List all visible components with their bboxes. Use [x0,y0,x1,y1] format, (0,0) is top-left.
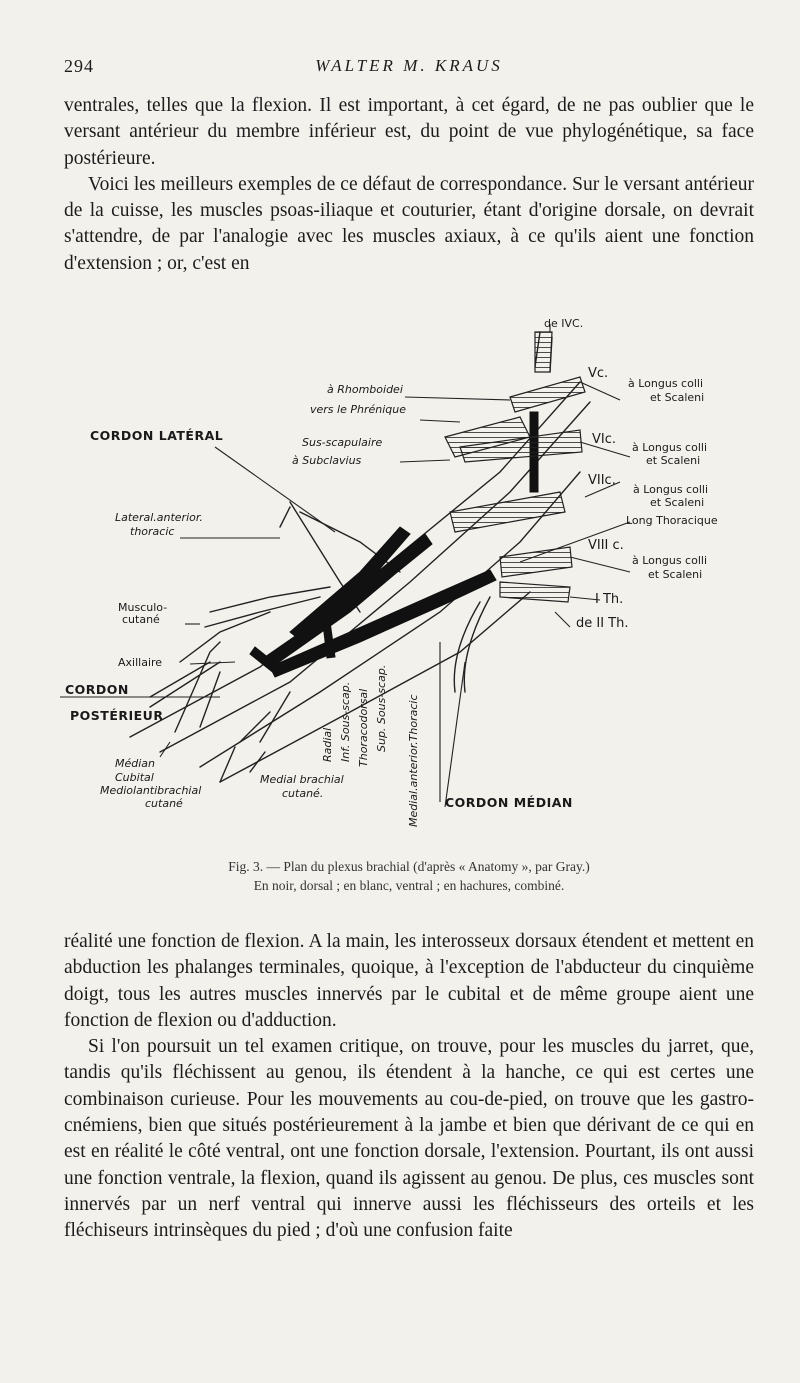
label-axillaire: Axillaire [118,656,163,669]
label-de-ivc: de IVC. [544,317,584,330]
label-musculo: Musculo- [118,601,168,614]
label-sus-scapulaire: Sus-scapulaire [302,436,383,449]
label-thoracodorsal: Thoracodorsal [357,688,370,767]
paragraph: Si l'on poursuit un tel examen critique, on trouve, pour les muscles du jarret, que, tandis qu'ils fléchissent au genou, ils étendent à la hanche, ce qui est certes une combinaison curieuse. Pour les mouvements au cou-de-pied, on trouve que les gastro-cnémiens, bien que situés postérieurement à la jambe et bien que dérivant de ce qui en est en réalité le côté ventral, ont une fonction dorsale, l'extension. Pourtant, ils ont aussi une fonction ventrale, la flexion, quand ils agissent au genou. De plus, ces muscles sont innervés par un nerf ventral qui innerve aussi les fléchisseurs des orteils et les fléchiseurs intrinsèques du pied ; d'où une confusion faite [64,1036,754,1242]
label-scaleni-1: et Scaleni [650,391,705,404]
label-vic: VIc. [592,432,617,447]
page-header [64,56,754,82]
label-cutane-3: cutané. [282,787,324,800]
label-de-iith: de II Th. [576,616,629,631]
body-text-top [64,93,754,277]
label-medial-brachial: Medial brachial [260,773,344,786]
label-cutane: cutané [122,613,160,626]
label-vers-le-phrenique: vers le Phrénique [310,403,406,416]
label-posterieur: POSTÉRIEUR [70,708,164,723]
label-median: Médian [115,757,156,770]
label-sup-sous-scap: Sup. Sous-scap. [375,664,388,752]
body-text-bottom [64,929,754,1245]
label-longus-1: à Longus colli [628,377,704,390]
label-mediolantibrachial: Mediolantibrachial [100,784,202,797]
running-title: WALTER M. KRAUS [315,56,503,75]
label-scaleni-4: et Scaleni [648,568,703,581]
plexus-drawing [60,312,750,842]
label-long-thoracique: Long Thoracique [626,514,718,527]
label-cutane-2: cutané [145,797,183,810]
label-cordon-lateral: CORDON LATÉRAL [90,428,224,443]
label-medial-anterior-thoracic: Medial.anterior.Thoracic [407,694,420,827]
label-lateral-anterior: Lateral.anterior. [115,511,203,524]
figure-caption [64,857,754,895]
label-viiic: VIII c. [588,538,624,553]
label-subclavius: à Subclavius [292,454,362,467]
label-cubital: Cubital [115,771,154,784]
label-scaleni-3: et Scaleni [650,496,705,509]
label-rhomboidei: à Rhomboidei [327,383,403,396]
label-vc: Vc. [588,366,609,381]
label-cordon: CORDON [65,682,129,697]
caption-line: Fig. 3. — Plan du plexus brachial (d'après « Anatomy », par Gray.) [228,859,590,874]
caption-line: En noir, dorsal ; en blanc, ventral ; en hachures, combiné. [253,878,565,893]
page-number: 294 [64,56,94,76]
label-inf-sous-scap: Inf. Sous-scap. [339,681,352,762]
paragraph: ventrales, telles que la flexion. Il est important, à cet égard, de ne pas oublier que le versant antérieur du membre inférieur est, du point de vue phylogénétique, sa face postérieure. [64,95,754,169]
label-longus-2: à Longus colli [632,441,708,454]
paragraph: Voici les meilleurs exemples de ce défaut de correspondance. Sur le versant antérieur de la cuisse, les muscles psoas-iliaque et couturier, étant d'origine dorsale, on devrait s'attendre, de par l'analogie avec les muscles axiaux, à ce qu'ils aient une fonction d'extension ; or, c'est en [64,173,754,274]
label-radial: Radial [321,727,334,762]
paragraph: réalité une fonction de flexion. A la main, les interosseux dorsaux étendent et mettent en abduction les phalanges terminales, quoique, à l'exception de l'abducteur du cinquième doigt, tous les autres muscles innervés par le cubital et de même groupe aient une fonction de flexion ou d'adduction. [64,931,754,1031]
label-longus-3: à Longus colli [633,483,709,496]
label-viic: VIIc. [588,473,616,488]
brachial-plexus-figure [60,312,750,842]
label-cordon-median: CORDON MÉDIAN [445,795,573,810]
label-thoracic: thoracic [130,525,175,538]
label-ith: I Th. [595,592,624,607]
label-longus-4: à Longus colli [632,554,708,567]
label-scaleni-2: et Scaleni [646,454,701,467]
